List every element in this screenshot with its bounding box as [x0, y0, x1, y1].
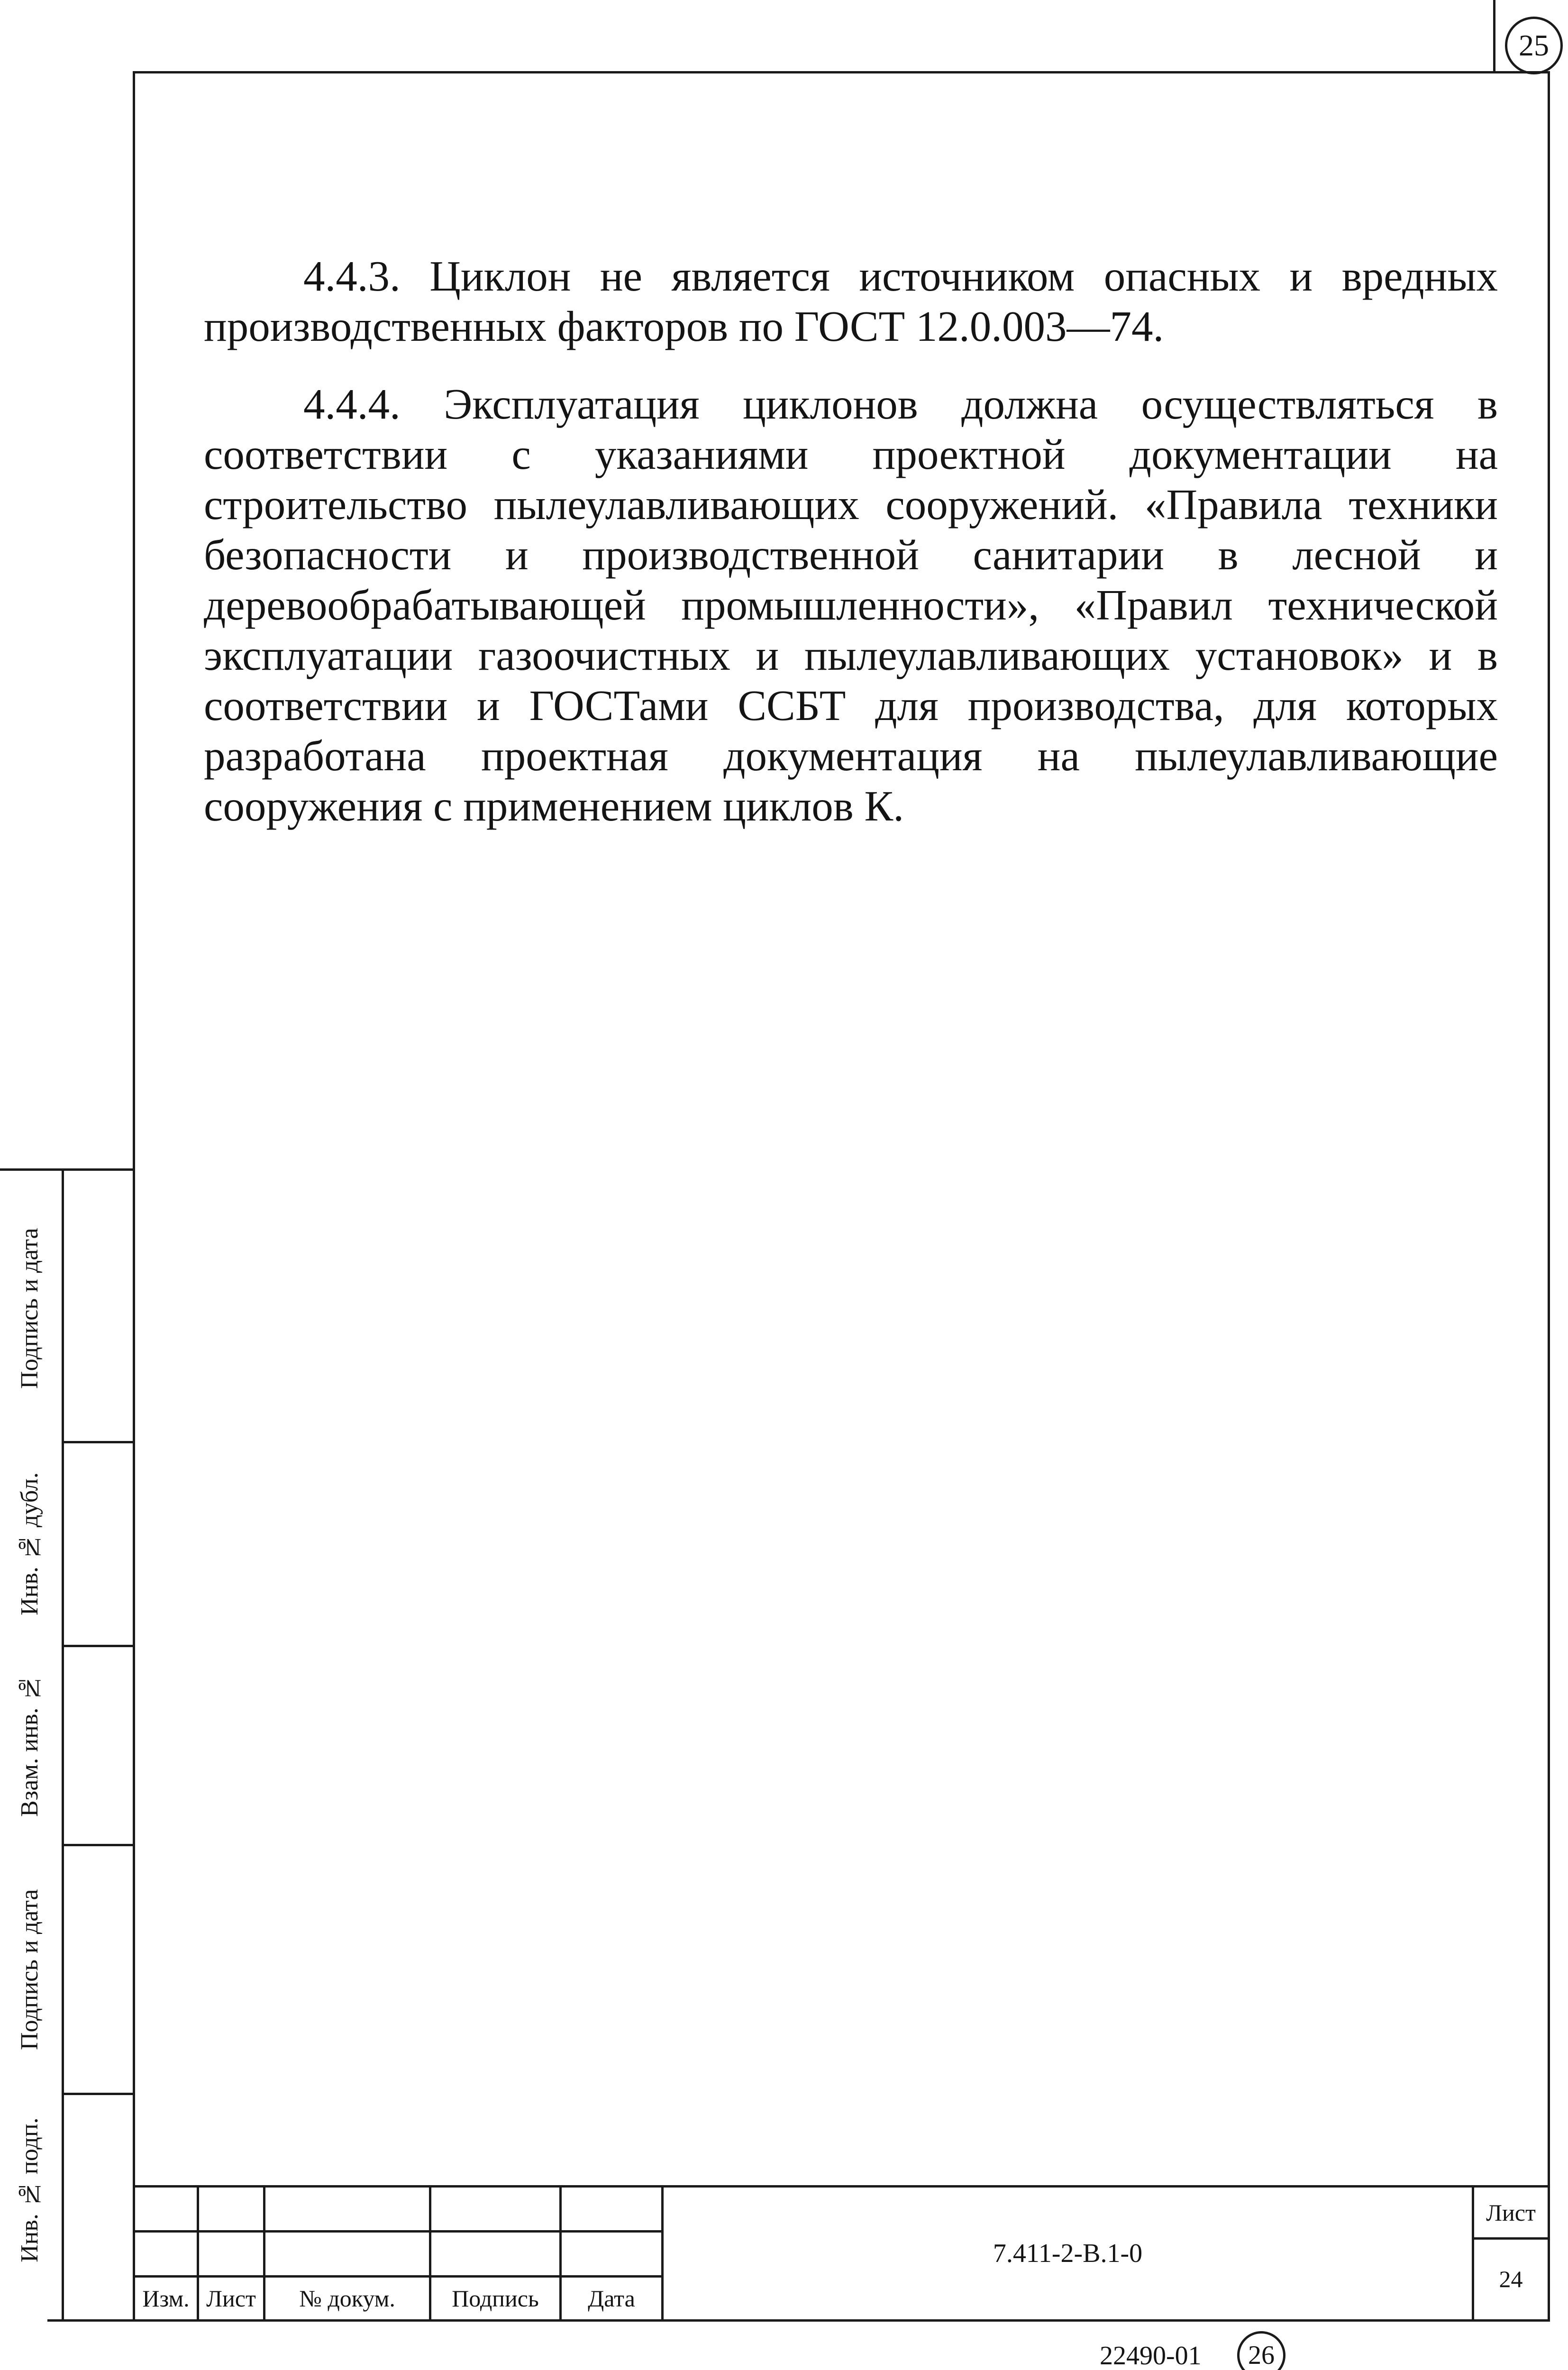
frame-left-line [133, 71, 135, 2320]
sheet-number: 24 [1499, 2265, 1523, 2292]
side-stamp-top-line [0, 1168, 134, 1171]
title-block-mid-line [134, 2230, 662, 2233]
bottom-page-number-text: 26 [1248, 2341, 1275, 2370]
side-label-vzam-inv: Взам. инв. № [16, 1674, 43, 1817]
side-stamp-row-line-2 [62, 1645, 134, 1647]
side-stamp-divider [62, 1168, 64, 2320]
paragraph-4-4-4: 4.4.4. Эксплуатация циклонов должна осуществляться в соответствии с указаниями проектной документации на строительство пылеулавливающих сооружений. «Правила техники безопасности и производственной санитарии в лесной и деревообрабатывающей промышленности», «Правил технической эксплуатации газоочистных и пылеулавливающих установок» и в соответствии и ГОСТами ССБТ для производства, для которых разработана проектная документация на пылеулавливающие сооружения с применением циклов К. [204, 380, 1498, 830]
side-label-signature-date-1: Подпись и дата [16, 1228, 43, 1389]
frame-top-line [134, 71, 1550, 73]
col-label-data: Дата [588, 2285, 635, 2312]
top-page-number [1505, 17, 1563, 74]
side-label-inv-dubl: Инв. № дубл. [16, 1472, 43, 1616]
side-stamp-row-line-1 [62, 1441, 134, 1443]
side-label-signature-date-2: Подпись и дата [16, 1889, 43, 2050]
side-label-inv-podl: Инв. № подп. [16, 2117, 43, 2262]
title-block-bottom-line [47, 2319, 1550, 2322]
top-page-number-text: 25 [1519, 28, 1549, 62]
document-code: 7.411-2-В.1-0 [993, 2239, 1143, 2268]
bottom-page-number [1237, 2331, 1285, 2370]
paragraph-4-4-3: 4.4.3. Циклон не является источником опасных и вредных производственных факторов по ГОСТ 12.0.003—74. [204, 252, 1498, 350]
col-label-izm: Изм. [142, 2285, 190, 2312]
bottom-code: 22490-01 [1100, 2341, 1202, 2370]
frame-right-line [1548, 71, 1550, 2320]
sheet-label: Лист [1486, 2199, 1536, 2226]
side-stamp-row-line-4 [62, 2093, 134, 2095]
side-stamp-row-line-3 [62, 1844, 134, 1846]
col-label-dokum: № докум. [299, 2285, 395, 2312]
col-label-podpis: Подпись [452, 2285, 539, 2312]
col-label-list: Лист [206, 2285, 256, 2312]
frame-top-right-tick [1493, 0, 1495, 72]
